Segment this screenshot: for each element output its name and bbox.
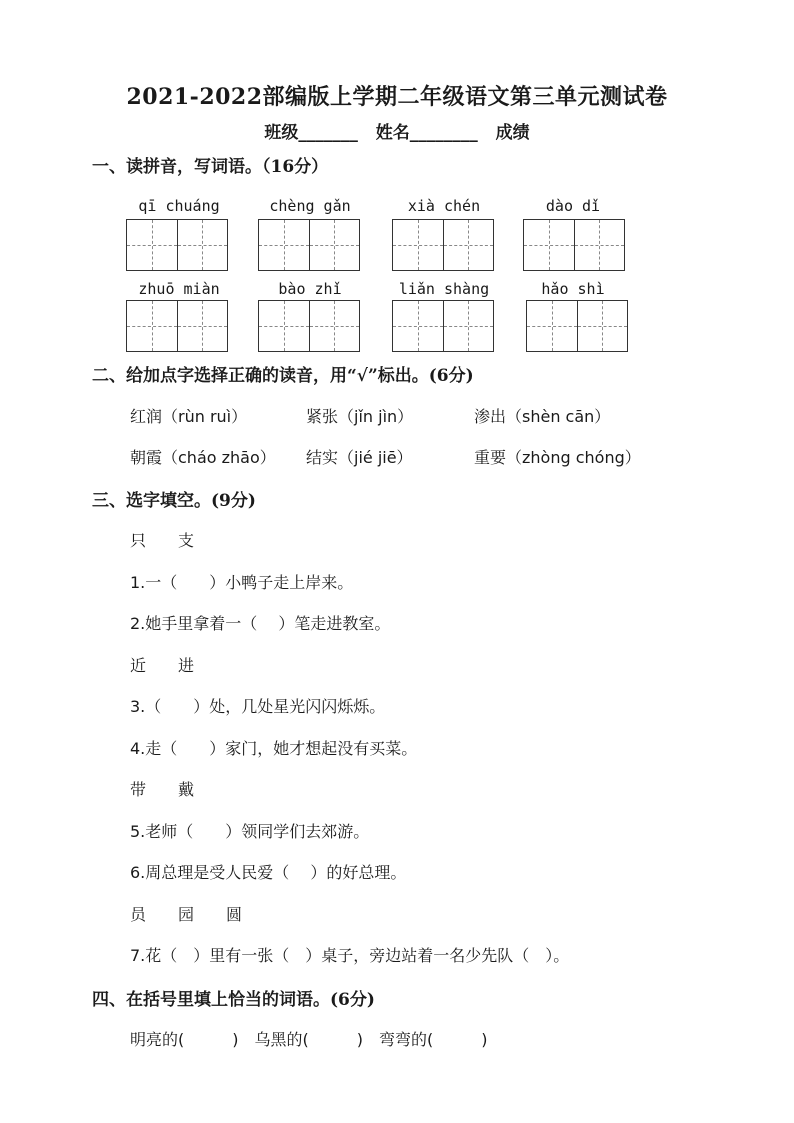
char-options: 员 园 圆 [130,905,243,924]
writing-grid[interactable] [392,300,494,352]
reading-choice[interactable]: 重要（zhòng chóng） [474,448,641,467]
char-options: 近 进 [130,656,195,675]
reading-choice[interactable]: 朝霞（cháo zhāo） [130,448,276,467]
fill-question[interactable]: 6.周总理是受人民爱（ ）的好总理。 [130,863,407,882]
section-2-heading: 二、给加点字选择正确的读音，用“√”标出。(6分) [92,366,474,386]
fill-question[interactable]: 5.老师（ ）领同学们去郊游。 [130,822,370,841]
writing-grid[interactable] [126,300,228,352]
char-options: 只 支 [130,531,195,550]
fill-words-line[interactable]: 明亮的( ) 乌黑的( ) 弯弯的( ) [130,1030,488,1049]
writing-grid[interactable] [526,300,628,352]
reading-choice[interactable]: 渗出（shèn cān） [474,407,611,426]
fill-question[interactable]: 7.花（ ）里有一张（ ）桌子，旁边站着一名少先队（ ）。 [130,946,570,965]
name-field[interactable]: 姓名________ [375,123,478,143]
reading-choice[interactable]: 紧张（jǐn jìn） [306,407,414,426]
class-field[interactable]: 班级_______ [264,123,358,143]
reading-choice[interactable]: 红润（rùn ruì） [130,407,248,426]
pinyin-label: xià chén [407,197,481,215]
char-options: 带 戴 [130,780,195,799]
pinyin-label: chèng gǎn [269,197,351,215]
student-info [0,118,794,143]
pinyin-label: qī chuáng [138,197,220,215]
writing-grid[interactable] [392,219,494,271]
fill-question[interactable]: 4.走（ ）家门，她才想起没有买菜。 [130,739,418,758]
pinyin-label: dào dǐ [545,197,601,215]
writing-grid[interactable] [258,300,360,352]
writing-grid[interactable] [523,219,625,271]
section-3-heading: 三、选字填空。(9分) [92,491,256,511]
pinyin-label: bào zhǐ [278,280,342,298]
section-4-heading: 四、在括号里填上恰当的词语。(6分) [92,990,375,1010]
section-1-heading: 一、读拼音，写词语。（16分） [92,157,329,177]
fill-question[interactable]: 2.她手里拿着一（ ）笔走进教室。 [130,614,391,633]
writing-grid[interactable] [126,219,228,271]
score-label: 成绩 [495,123,530,143]
fill-question[interactable]: 3.（ ）处，几处星光闪闪烁烁。 [130,697,386,716]
pinyin-label: hǎo shì [541,280,605,298]
pinyin-label: liǎn shàng [398,280,490,298]
reading-choice[interactable]: 结实（jié jiē） [306,448,413,467]
pinyin-label: zhuō miàn [138,280,220,298]
fill-question[interactable]: 1.一（ ）小鸭子走上岸来。 [130,573,354,592]
writing-grid[interactable] [258,219,360,271]
page-title: 2021-2022部编版上学期二年级语文第三单元测试卷 [126,84,668,110]
